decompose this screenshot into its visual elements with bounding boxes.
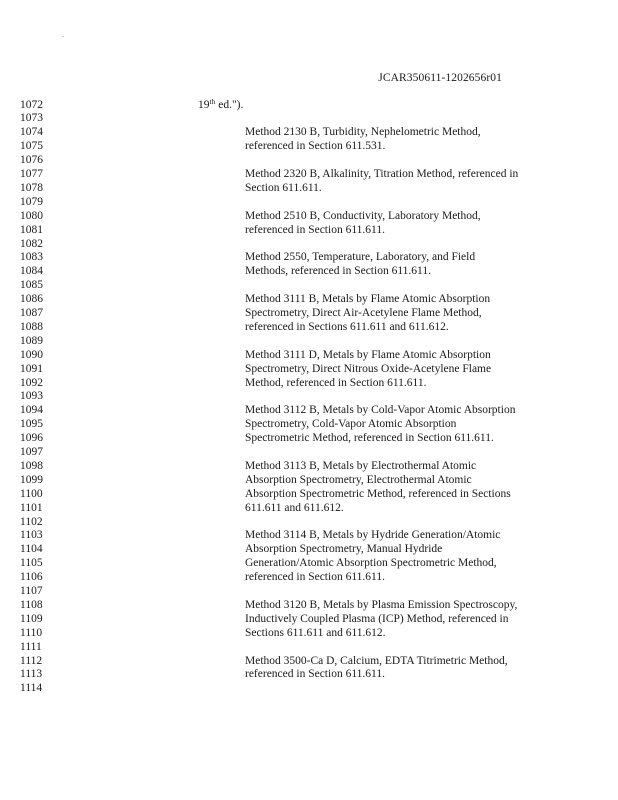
edition-superscript: th <box>209 96 216 106</box>
line-number: 1111 <box>20 640 42 653</box>
line-text-main: Method 2320 B, Alkalinity, Titration Method, referenced in <box>245 168 519 180</box>
line-number: 1113 <box>20 668 43 681</box>
line-row <box>0 223 618 237</box>
line-text <box>245 403 515 417</box>
line-number: 1099 <box>20 473 43 486</box>
line-row <box>0 250 618 264</box>
line-number: 1082 <box>20 237 43 250</box>
line-row <box>0 167 618 181</box>
line-text-main: Spectrometric Method, referenced in Section 611.611. <box>245 432 494 445</box>
line-text <box>245 431 494 445</box>
line-text-main: Method, referenced in Section 611.611. <box>245 376 427 389</box>
line-number: 1112 <box>20 654 43 667</box>
line-row <box>0 654 618 668</box>
line-text-main: Method 2130 B, Turbidity, Nephelometric Method, <box>245 126 481 139</box>
line-text <box>245 320 449 334</box>
line-text <box>245 348 491 362</box>
line-row <box>0 292 618 306</box>
line-row <box>0 445 618 459</box>
line-text <box>245 167 518 181</box>
line-text <box>245 264 431 278</box>
line-text <box>245 570 385 584</box>
line-text-main: referenced in Section 611.611. <box>245 223 385 236</box>
line-row <box>0 459 618 473</box>
line-row <box>0 139 618 153</box>
line-row <box>0 542 618 556</box>
line-text-main: Method 3500-Ca D, Calcium, EDTA Titrimetric Method, <box>245 654 508 667</box>
line-number: 1074 <box>20 126 43 139</box>
line-row <box>0 403 618 417</box>
line-row <box>0 570 618 584</box>
line-text-main: 19 <box>198 98 210 111</box>
document-id: JCAR350611-1202656r01 <box>378 72 502 84</box>
line-text-main: Methods, referenced in Section 611.611. <box>245 265 431 278</box>
line-row <box>0 431 618 445</box>
line-text-rest: ed."). <box>215 98 244 111</box>
line-number: 1085 <box>20 279 43 292</box>
line-row <box>0 362 618 376</box>
line-text-main: referenced in Section 611.611. <box>245 668 385 681</box>
line-row <box>0 181 618 195</box>
line-text <box>245 181 322 195</box>
line-text-main: Method 2510 B, Conductivity, Laboratory Method, <box>245 209 481 222</box>
line-number: 1076 <box>20 154 43 167</box>
line-number: 1094 <box>20 404 43 417</box>
line-text <box>245 376 427 390</box>
line-text <box>245 598 517 612</box>
line-number: 1114 <box>20 682 43 695</box>
line-number: 1104 <box>20 543 43 556</box>
line-text <box>245 542 442 556</box>
line-text <box>245 473 472 487</box>
line-text-main: 611.611 and 611.612. <box>245 501 344 514</box>
line-text-main: referenced in Section 611.611. <box>245 571 385 584</box>
line-row <box>0 417 618 431</box>
line-row <box>0 528 618 542</box>
line-row <box>0 626 618 640</box>
line-number: 1091 <box>20 362 43 375</box>
line-text <box>245 417 456 431</box>
line-row <box>0 598 618 612</box>
line-text-main: Method 3112 B, Metals by Cold-Vapor Atomic Absorption <box>245 404 516 417</box>
line-text <box>245 306 482 320</box>
line-row <box>0 640 618 654</box>
line-row <box>0 681 618 695</box>
line-text-main: Absorption Spectrometry, Manual Hydride <box>245 543 443 556</box>
line-number: 1102 <box>20 515 43 528</box>
line-number: 1095 <box>20 418 43 431</box>
line-row <box>0 501 618 515</box>
line-text <box>245 139 385 153</box>
line-text-main: Method 3111 B, Metals by Flame Atomic Absorption <box>245 293 491 306</box>
line-row <box>0 584 618 598</box>
line-number: 1092 <box>20 376 43 389</box>
corner-mark: . <box>62 30 64 39</box>
line-row <box>0 376 618 390</box>
line-row <box>0 264 618 278</box>
line-text-main: Inductively Coupled Plasma (ICP) Method, referenced in <box>245 612 509 625</box>
line-number: 1100 <box>20 487 43 500</box>
line-text <box>245 667 385 681</box>
line-row <box>0 98 618 112</box>
line-text-main: Method 3114 B, Metals by Hydride Generation/Atomic <box>245 529 501 542</box>
line-text-main: referenced in Sections 611.611 and 611.612. <box>245 320 449 333</box>
line-number: 1080 <box>20 209 43 222</box>
line-number: 1079 <box>20 195 43 208</box>
line-text <box>245 250 475 264</box>
line-text-main: Sections 611.611 and 611.612. <box>245 626 386 639</box>
line-text <box>245 528 500 542</box>
line-text <box>245 556 497 570</box>
line-number: 1077 <box>20 168 43 180</box>
line-text-main: Spectrometry, Direct Nitrous Oxide-Acetylene Flame <box>245 362 492 375</box>
line-text <box>245 459 476 473</box>
line-number: 1086 <box>20 293 43 306</box>
line-text-main: referenced in Section 611.531. <box>245 140 386 153</box>
line-number: 1078 <box>20 181 43 194</box>
line-text-main: Method 3113 B, Metals by Electrothermal Atomic <box>245 459 477 472</box>
line-number: 1090 <box>20 348 43 361</box>
line-row <box>0 125 618 139</box>
line-text <box>245 362 491 376</box>
line-text-main: Spectrometry, Cold-Vapor Atomic Absorption <box>245 418 457 431</box>
line-text-main: Absorption Spectrometry, Electrothermal Atomic <box>245 473 472 486</box>
line-number: 1075 <box>20 140 43 153</box>
line-text-main: Method 3120 B, Metals by Plasma Emission Spectroscopy, <box>245 598 518 611</box>
line-row <box>0 111 618 125</box>
line-row <box>0 389 618 403</box>
line-row <box>0 487 618 501</box>
line-row <box>0 515 618 529</box>
line-row <box>0 556 618 570</box>
line-row <box>0 473 618 487</box>
line-number: 1110 <box>20 626 43 639</box>
line-number: 1073 <box>20 112 43 125</box>
line-text <box>245 209 481 223</box>
line-row <box>0 195 618 209</box>
line-row <box>0 153 618 167</box>
line-number: 1108 <box>20 598 43 611</box>
line-number: 1098 <box>20 459 43 472</box>
line-number: 1083 <box>20 251 43 264</box>
line-number: 1097 <box>20 446 43 458</box>
line-number: 1105 <box>20 557 43 570</box>
line-number: 1103 <box>20 529 43 542</box>
line-row <box>0 320 618 334</box>
line-text <box>245 612 508 626</box>
line-number: 1106 <box>20 571 43 584</box>
line-row <box>0 278 618 292</box>
line-number: 1072 <box>20 98 43 111</box>
line-number: 1087 <box>20 307 43 319</box>
line-number: 1093 <box>20 390 43 403</box>
line-text-main: Method 2550, Temperature, Laboratory, and Field <box>245 251 476 264</box>
line-row <box>0 209 618 223</box>
line-number: 1081 <box>20 223 43 236</box>
line-text <box>245 292 490 306</box>
line-text-main: Generation/Atomic Absorption Spectrometric Method, <box>245 557 497 570</box>
line-number: 1107 <box>20 585 43 597</box>
line-row <box>0 667 618 681</box>
line-text-main: Method 3111 D, Metals by Flame Atomic Absorption <box>245 348 491 361</box>
line-text-main: Section 611.611. <box>245 181 322 194</box>
line-text-main: Spectrometry, Direct Air-Acetylene Flame Method, <box>245 307 482 319</box>
line-text-main: Absorption Spectrometric Method, referenced in Sections <box>245 487 511 500</box>
line-text <box>245 223 385 237</box>
line-number: 1089 <box>20 334 43 347</box>
line-text <box>245 487 511 501</box>
line-row <box>0 334 618 348</box>
line-number: 1109 <box>20 612 43 625</box>
line-row <box>0 348 618 362</box>
line-number: 1088 <box>20 320 43 333</box>
line-number: 1096 <box>20 432 43 445</box>
line-text <box>245 654 508 668</box>
line-text <box>245 501 344 515</box>
line-text <box>198 98 243 112</box>
line-row <box>0 306 618 320</box>
line-number: 1101 <box>20 501 43 514</box>
line-row <box>0 237 618 251</box>
line-text <box>245 125 481 139</box>
line-text <box>245 626 386 640</box>
line-row <box>0 612 618 626</box>
line-number: 1084 <box>20 265 43 278</box>
